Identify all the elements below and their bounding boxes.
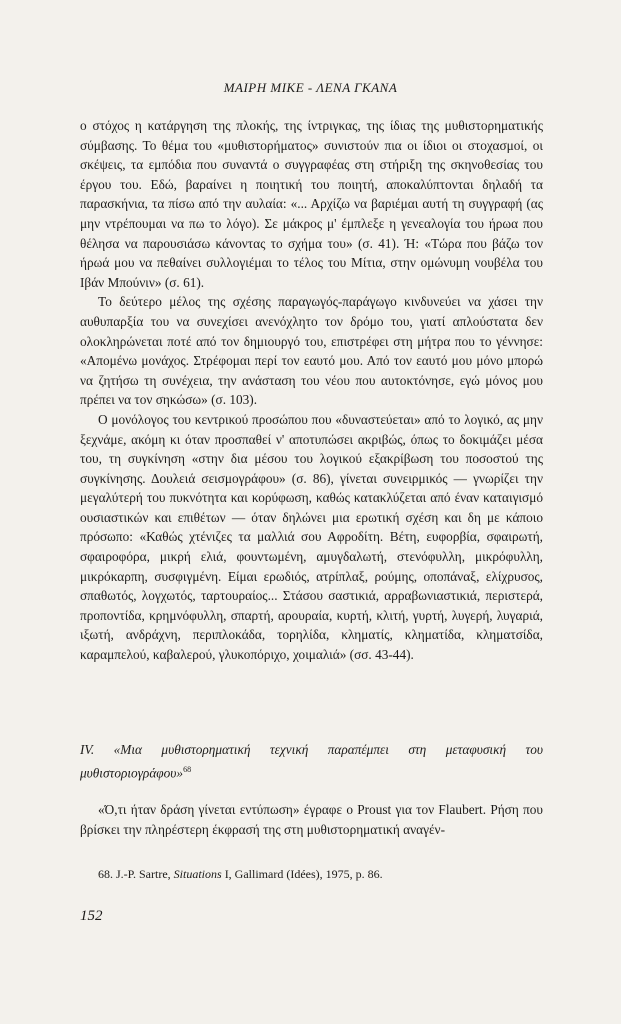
- footnote-reference: 68: [183, 764, 192, 774]
- section-paragraph: «Ό,τι ήταν δράση γίνεται εντύπωση» έγραφε ο Proust για τον Flaubert. Ρήση που βρίσκει την πληρέστερη έκφρασή της στη μυθιστορηματική αναγέν-: [80, 802, 543, 837]
- section-heading-text: IV. «Μια μυθιστορηματική τεχνική παραπέμπει στη μεταφυσική του μυθιστοριογράφου»: [80, 742, 543, 781]
- footnote-text-before: J.-P. Sartre,: [116, 867, 171, 881]
- paragraph-1: ο στόχος η κατάργηση της πλοκής, της ίντριγκας, της ίδιας της μυθιστορηματικής σύμβασης. Το θέμα του «μυθιστορήματος» συνιστούν πια οι ίδιοι οι στοχασμοί, οι σκέψεις, τα εμπόδια που συναντά ο συγγραφέας στη στήριξη της σκηνοθεσίας του έργου του. Εδώ, βαραίνει η ποιητική του ποιητή, αποκαλύπτονται δηλαδή τα παρασκήνια, τα πίσω από την αυλαία: «... Αρχίζω να βαριέμαι αυτή τη συγγραφή (ας μην ντρέπουμαι να πω το λόγο). Σε μάκρος μ' έμπλεξε η γενεαλογία του ήρωα που θέλησα να παρουσιάσω κάνοντας το σχήμα του» (σ. 41). Ή: «Τώρα που βάζω τον ήρωά μου να πεθαίνει συλλογιέμαι το τέλος του Μίτια, στην ομώνυμη νουβέλα του Ιβάν Μπούνιν» (σ. 61).: [80, 118, 543, 290]
- section-heading: [80, 740, 543, 783]
- running-title: ΜΑΙΡΗ ΜΙΚΕ - ΛΕΝΑ ΓΚΑΝΑ: [223, 80, 398, 95]
- footnote-title: Situations: [173, 867, 222, 881]
- main-text: [80, 116, 543, 665]
- footnote: [98, 866, 543, 882]
- paragraph-2: Το δεύτερο μέλος της σχέσης παραγωγός-παράγωγο κινδυνεύει να χάσει την αυθυπαρξία του να συνεχίσει ανενόχλητο τον δρόμο του, γιατί απλούστατα δεν ολοκληρώνεται ποτέ από τον δημιουργό του, επιστρέφει στη μήτρα που το γέννησε: «Απομένω μονάχος. Στρέφομαι περί τον εαυτό μου. Από τον εαυτό μου μόνο μπορώ να ζητήσω τη συνέχεια, την ανάσταση του νέου που αυτοκτόνησε, εγώ μόνος μου πρέπει να τον σηκώσω» (σ. 103).: [80, 294, 543, 408]
- page-number: 152: [80, 908, 103, 924]
- paragraph-3: Ο μονόλογος του κεντρικού προσώπου που «δυναστεύεται» από το λογικό, ας μην ξεχνάμε, ακόμη κι όταν προσπαθεί ν' αποτυπώσει ακριβώς, όπως το δοκιμάζει μέσα του, τη συγκίνηση «στην δια μέσου του λογικού εξακρίβωση του ποσοστού της συγκίνησης. Δουλειά σεισμογράφου» (σ. 86), γίνεται συνειρμικός — γνωρίζει την μεγαλύτερή του πυκνότητα και κορύφωση, καθώς κατακλύζεται από έναν καταιγισμό ουσιαστικών και επιθέτων — όταν δηλώνει μια ερωτική σχέση και δη με κάποιο πρόσωπο: «Καθώς χτένιζες τα μαλλιά σου Αφροδίτη. Βέτη, ευφορβία, σφαιρωτή, σφαιροφόρα, μικρή ελιά, φουντωμένη, αμυγδαλωτή, στενόφυλλη, μικρόφυλλη, μικρόκαρπη, συσφιγμένη. Είμαι ερωδιός, ατρίπλαξ, ρούμης, οποπάναξ, ελίχρυσος, σπαθωτός, λογχωτός, ταρτουραίος... Στάσου σαστικιά, αρραβωνιαστικιά, περιστερά, προποντίδα, κρημνόφυλλη, σπαρτή, αρουραία, κυρτή, κλιτή, γυρτή, λυγερή, λυγαριά, ιξωτή, ανδράχνη, περιπλοκάδα, τορηλίδα, κληματίς, κληματίδα, κληματσίδα, καραμπελού, καβαλερού, γλυκοπόριχο, χοιμαλιά» (σσ. 43-44).: [80, 411, 543, 663]
- footnote-number: 68.: [98, 867, 113, 881]
- footnote-text-after: I, Gallimard (Idées), 1975, p. 86.: [224, 867, 383, 881]
